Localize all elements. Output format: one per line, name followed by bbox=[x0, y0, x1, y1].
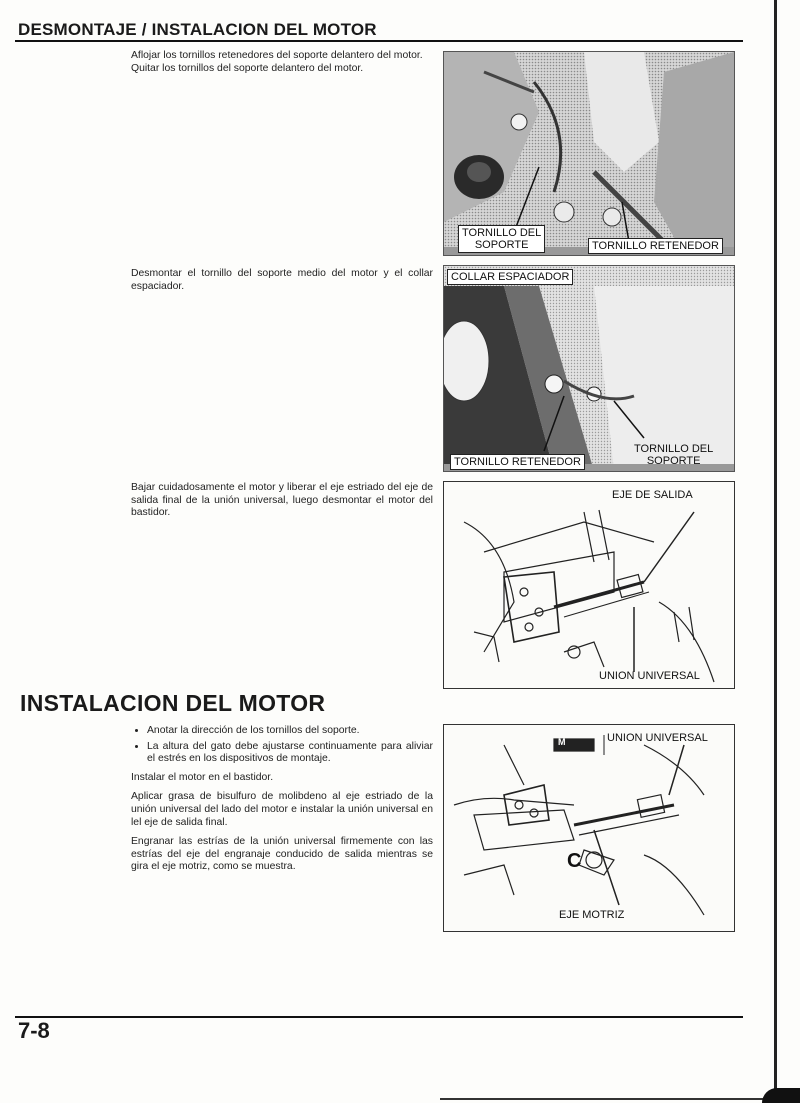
label-m-mark: M bbox=[558, 737, 566, 747]
label-tornillo-soporte-2 bbox=[634, 443, 713, 467]
figure-output-shaft-drawing bbox=[443, 481, 735, 689]
removal-step1-text bbox=[131, 50, 433, 75]
line-drawing bbox=[444, 725, 734, 931]
installation-para1: Instalar el motor en el bastidor. bbox=[131, 771, 274, 783]
label-eje-motriz: EJE MOTRIZ bbox=[559, 909, 625, 921]
page-number: 7-8 bbox=[18, 1018, 50, 1043]
removal-step3-text: Bajar cuidadosamente el motor y liberar el eje estriado del eje de salida final de la unión universal, luego desmontar el motor del bastidor. bbox=[131, 482, 433, 519]
label-tornillo-soporte-2-line2: SOPORTE bbox=[646, 455, 701, 467]
label-tornillo-soporte-2-line1: TORNILLO DEL bbox=[634, 443, 714, 455]
label-tornillo-retenedor-2: TORNILLO RETENEDOR bbox=[450, 454, 585, 470]
removal-step1-line1: Aflojar los tornillos retenedores del soporte delantero del motor. bbox=[131, 50, 423, 61]
figure-spacer-collar-photo bbox=[443, 265, 735, 472]
installation-para3: Engranar las estrías de la unión universal firmemente con las estrías del eje del engranaje conducido de salida mientras se gira el eje motriz, como se muestra. bbox=[131, 836, 433, 873]
installation-section-title: INSTALACION DEL MOTOR bbox=[20, 690, 326, 716]
label-tornillo-soporte-line1: TORNILLO DEL bbox=[462, 227, 542, 239]
figure-drive-shaft-drawing bbox=[443, 724, 735, 932]
scan-edge-line bbox=[774, 0, 777, 1103]
removal-step1-line2: Quitar los tornillos del soporte delantero del motor. bbox=[131, 62, 364, 74]
page-header-title: DESMONTAJE / INSTALACION DEL MOTOR bbox=[18, 20, 377, 39]
photo-illustration bbox=[444, 266, 734, 471]
label-eje-salida: EJE DE SALIDA bbox=[612, 489, 693, 501]
installation-para2: Aplicar grasa de bisulfuro de molibdeno al eje estriado de la unión universal del lado del motor e instalar la unión universal en lel eje de salida final. bbox=[131, 791, 433, 828]
footer-rule bbox=[15, 1016, 743, 1018]
header-rule bbox=[15, 40, 743, 42]
installation-bullet: • La altura del gato debe ajustarse continuamente para aliviar el estrés en los dispositivos de montaje. bbox=[147, 741, 433, 766]
installation-bullet: • Anotar la dirección de los tornillos del soporte. bbox=[147, 725, 433, 738]
label-union-universal-2: UNION UNIVERSAL bbox=[607, 732, 708, 744]
scan-bottom-line bbox=[440, 1098, 770, 1100]
label-union-universal: UNION UNIVERSAL bbox=[599, 670, 700, 682]
removal-step2-text: Desmontar el tornillo del soporte medio del motor y el collar espaciador. bbox=[131, 268, 433, 292]
label-c-mark: C bbox=[567, 850, 582, 872]
scan-edge-blot bbox=[762, 1088, 800, 1103]
label-tornillo-soporte bbox=[458, 225, 545, 253]
installation-text bbox=[131, 725, 433, 881]
label-collar-espaciador: COLLAR ESPACIADOR bbox=[447, 269, 573, 285]
label-tornillo-retenedor: TORNILLO RETENEDOR bbox=[588, 238, 723, 254]
label-tornillo-soporte-line2: SOPORTE bbox=[474, 239, 529, 251]
installation-bullet-list bbox=[131, 725, 433, 766]
figure-front-bracket-photo bbox=[443, 51, 735, 256]
line-drawing bbox=[444, 482, 734, 688]
